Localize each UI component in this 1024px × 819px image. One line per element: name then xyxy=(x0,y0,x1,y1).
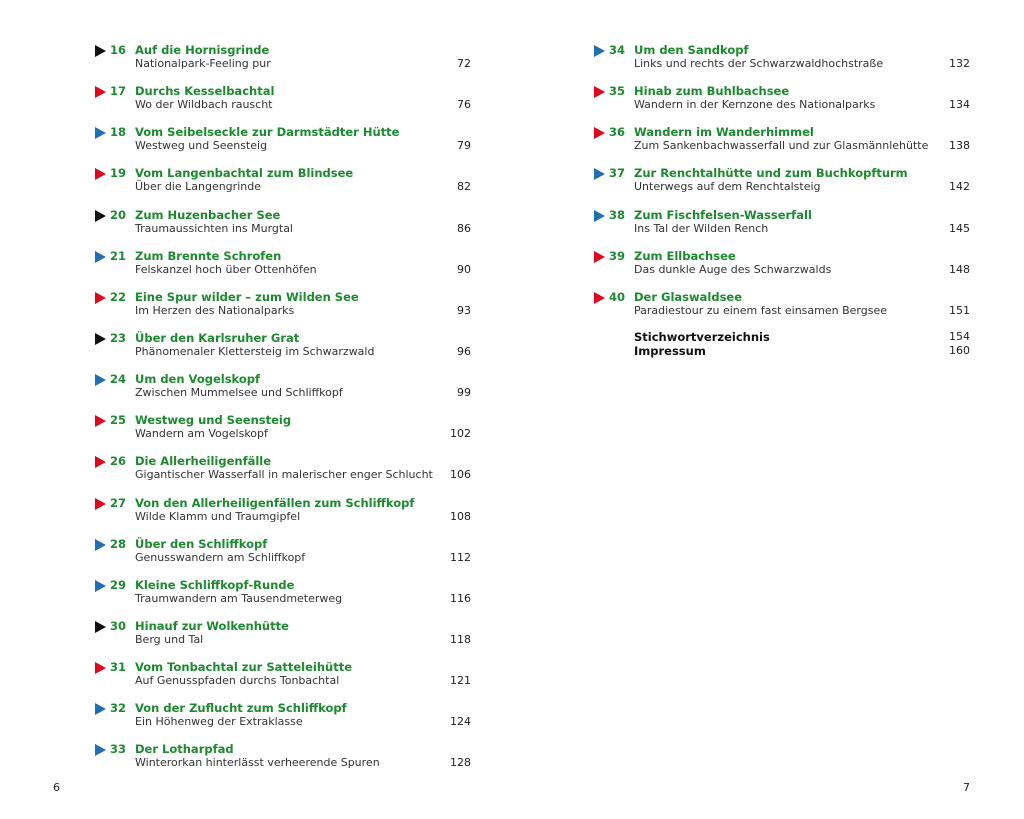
triangle-marker-icon xyxy=(95,744,106,756)
toc-entry[interactable] xyxy=(93,453,473,494)
tour-page-number: 108 xyxy=(450,509,471,523)
tour-subtitle: Wandern in der Kernzone des Nationalparks xyxy=(634,98,876,112)
tour-page-number: 82 xyxy=(457,180,471,194)
tour-subtitle: Auf Genusspfaden durchs Tonbachtal xyxy=(135,674,340,688)
tour-subtitle: Gigantischer Wasserfall in malerischer enger Schlucht xyxy=(135,468,433,482)
tour-subtitle: Unterwegs auf dem Renchtalsteig xyxy=(634,180,821,194)
tour-title: Vom Seibelseckle zur Darmstädter Hütte xyxy=(135,125,400,140)
toc-entry[interactable] xyxy=(93,495,473,536)
triangle-marker-icon xyxy=(594,86,605,98)
toc-entry[interactable] xyxy=(93,741,473,782)
tour-page-number: 72 xyxy=(457,57,471,70)
tour-number: 35 xyxy=(609,84,626,99)
extra-page-number: 160 xyxy=(949,343,970,357)
tour-subtitle: Paradiestour zu einem fast einsamen Bergsee xyxy=(634,303,887,317)
tour-page-number: 132 xyxy=(949,57,970,70)
triangle-marker-icon xyxy=(95,333,106,345)
toc-entry[interactable] xyxy=(93,124,473,165)
triangle-marker-icon xyxy=(95,251,106,263)
triangle-marker-icon xyxy=(95,45,106,57)
tour-subtitle: Wo der Wildbach rauscht xyxy=(135,98,273,112)
tour-page-number: 134 xyxy=(949,98,970,112)
tour-title: Um den Sandkopf xyxy=(634,43,749,57)
tour-number: 32 xyxy=(110,701,127,716)
tour-page-number: 121 xyxy=(450,674,471,688)
tour-title: Kleine Schliffkopf-Runde xyxy=(135,577,295,592)
tour-number: 18 xyxy=(110,125,127,140)
tour-title: Durchs Kesselbachtal xyxy=(135,84,275,99)
tour-title: Vom Tonbachtal zur Satteleihütte xyxy=(135,660,353,675)
toc-entry[interactable] xyxy=(592,124,972,165)
triangle-marker-icon xyxy=(95,539,106,551)
triangle-marker-icon xyxy=(95,415,106,427)
tour-title: Hinauf zur Wolkenhütte xyxy=(135,618,289,633)
toc-entry[interactable] xyxy=(93,207,473,248)
toc-entry[interactable] xyxy=(93,371,473,412)
tour-number: 30 xyxy=(110,618,127,633)
tour-number: 38 xyxy=(609,207,626,222)
tour-subtitle: Berg und Tal xyxy=(135,632,204,646)
toc-entry[interactable] xyxy=(592,165,972,206)
tour-title: Von der Zuflucht zum Schliffkopf xyxy=(135,701,347,716)
triangle-marker-icon xyxy=(95,292,106,304)
triangle-marker-icon xyxy=(95,498,106,510)
tour-page-number: 151 xyxy=(949,303,970,317)
toc-column-left xyxy=(93,42,473,783)
tour-subtitle: Zwischen Mummelsee und Schliffkopf xyxy=(135,386,343,400)
toc-entry[interactable] xyxy=(93,659,473,700)
tour-subtitle: Wandern am Vogelskopf xyxy=(135,427,268,441)
triangle-marker-icon xyxy=(594,45,605,57)
tour-number: 26 xyxy=(110,454,127,469)
toc-entry[interactable] xyxy=(93,42,473,83)
tour-page-number: 102 xyxy=(450,427,471,441)
tour-number: 16 xyxy=(110,43,127,57)
tour-subtitle: Traumwandern am Tausendmeterweg xyxy=(135,591,343,605)
tour-number: 37 xyxy=(609,166,626,181)
tour-title: Über den Schliffkopf xyxy=(135,536,268,551)
extra-label: Impressum xyxy=(634,343,706,358)
tour-title: Der Glaswaldsee xyxy=(634,289,743,304)
tour-subtitle: Felskanzel hoch über Ottenhöfen xyxy=(135,262,317,276)
toc-entry[interactable] xyxy=(592,207,972,248)
tour-title: Der Lotharpfad xyxy=(135,742,234,757)
toc-entry[interactable] xyxy=(592,248,972,289)
toc-entry[interactable] xyxy=(93,577,473,618)
tour-title: Hinab zum Buhlbachsee xyxy=(634,84,790,99)
toc-entry[interactable] xyxy=(93,618,473,659)
toc-entry[interactable] xyxy=(93,248,473,289)
tour-title: Die Allerheiligenfälle xyxy=(135,454,272,469)
triangle-marker-icon xyxy=(95,662,106,674)
tour-number: 20 xyxy=(110,207,127,222)
tour-subtitle: Ein Höhenweg der Extraklasse xyxy=(135,715,303,729)
tour-page-number: 142 xyxy=(949,180,970,194)
toc-entry[interactable] xyxy=(592,83,972,124)
tour-subtitle: Nationalpark-Feeling pur xyxy=(135,57,271,70)
tour-number: 31 xyxy=(110,660,127,675)
tour-page-number: 138 xyxy=(949,139,970,153)
tour-page-number: 148 xyxy=(949,262,970,276)
tour-page-number: 116 xyxy=(450,591,471,605)
tour-subtitle: Traumaussichten ins Murgtal xyxy=(135,221,293,235)
tour-title: Westweg und Seensteig xyxy=(135,413,292,428)
tour-title: Wandern im Wanderhimmel xyxy=(634,125,814,140)
tour-title: Zum Huzenbacher See xyxy=(135,207,281,222)
tour-title: Von den Allerheiligenfällen zum Schliffkopf xyxy=(135,495,415,510)
tour-page-number: 90 xyxy=(457,262,471,276)
triangle-marker-icon xyxy=(95,86,106,98)
tour-page-number: 124 xyxy=(450,715,471,729)
tour-page-number: 96 xyxy=(457,344,471,358)
tour-page-number: 79 xyxy=(457,139,471,153)
tour-page-number: 128 xyxy=(450,756,471,770)
tour-page-number: 112 xyxy=(450,550,471,564)
tour-subtitle: Zum Sankenbachwasserfall und zur Glasmännlehütte xyxy=(634,139,929,153)
tour-subtitle: Das dunkle Auge des Schwarzwalds xyxy=(634,262,832,276)
tour-title: Zum Brennte Schrofen xyxy=(135,248,282,263)
triangle-marker-icon xyxy=(594,127,605,139)
tour-title: Über den Karlsruher Grat xyxy=(135,330,300,345)
tour-subtitle: Westweg und Seensteig xyxy=(135,139,268,153)
tour-subtitle: Phänomenaler Klettersteig im Schwarzwald xyxy=(135,344,375,358)
tour-number: 34 xyxy=(609,43,626,57)
triangle-marker-icon xyxy=(95,456,106,468)
tour-page-number: 86 xyxy=(457,221,471,235)
toc-entry[interactable] xyxy=(93,536,473,577)
tour-title: Eine Spur wilder – zum Wilden See xyxy=(135,289,359,304)
tour-number: 39 xyxy=(609,248,626,263)
tour-page-number: 106 xyxy=(450,468,471,482)
toc-entry[interactable] xyxy=(93,83,473,124)
tour-number: 17 xyxy=(110,84,127,99)
triangle-marker-icon xyxy=(594,210,605,222)
tour-number: 21 xyxy=(110,248,127,263)
tour-subtitle: Winterorkan hinterlässt verheerende Spuren xyxy=(135,756,380,770)
toc-entry[interactable] xyxy=(93,412,473,453)
tour-subtitle: Ins Tal der Wilden Rench xyxy=(634,221,769,235)
extra-label: Stichwortverzeichnis xyxy=(634,329,770,344)
toc-entry[interactable] xyxy=(93,330,473,371)
page-number-right: 7 xyxy=(963,781,970,794)
tour-subtitle: Wilde Klamm und Traumgipfel xyxy=(135,509,301,523)
tour-title: Auf die Hornisgrinde xyxy=(135,43,270,57)
triangle-marker-icon xyxy=(95,703,106,715)
tour-page-number: 99 xyxy=(457,386,471,400)
tour-number: 27 xyxy=(110,495,127,510)
toc-column-right xyxy=(592,42,972,358)
tour-subtitle: Links und rechts der Schwarzwaldhochstraße xyxy=(634,57,884,70)
triangle-marker-icon xyxy=(95,580,106,592)
tour-number: 19 xyxy=(110,166,127,181)
triangle-marker-icon xyxy=(95,621,106,633)
triangle-marker-icon xyxy=(594,168,605,180)
tour-number: 23 xyxy=(110,330,127,345)
tour-page-number: 76 xyxy=(457,98,471,112)
triangle-marker-icon xyxy=(95,374,106,386)
tour-number: 29 xyxy=(110,577,127,592)
toc-entry[interactable] xyxy=(93,289,473,330)
toc-extra-entry[interactable] xyxy=(592,344,972,358)
toc-entry[interactable] xyxy=(93,165,473,206)
triangle-marker-icon xyxy=(95,168,106,180)
tour-page-number: 145 xyxy=(949,221,970,235)
tour-title: Zum Fischfelsen-Wasserfall xyxy=(634,207,812,222)
tour-number: 22 xyxy=(110,289,127,304)
tour-page-number: 118 xyxy=(450,632,471,646)
tour-number: 40 xyxy=(609,289,626,304)
triangle-marker-icon xyxy=(594,251,605,263)
tour-subtitle: Über die Langengrinde xyxy=(135,180,261,194)
tour-title: Um den Vogelskopf xyxy=(135,372,261,387)
toc-extra-entry[interactable] xyxy=(592,330,972,344)
page-number-left: 6 xyxy=(53,781,60,794)
tour-subtitle: Im Herzen des Nationalparks xyxy=(135,303,295,317)
tour-number: 33 xyxy=(110,742,127,757)
tour-number: 25 xyxy=(110,413,127,428)
tour-title: Vom Langenbachtal zum Blindsee xyxy=(135,166,354,181)
triangle-marker-icon xyxy=(95,127,106,139)
triangle-marker-icon xyxy=(95,210,106,222)
toc-entry[interactable] xyxy=(592,289,972,330)
toc-entry[interactable] xyxy=(592,42,972,83)
tour-subtitle: Genusswandern am Schliffkopf xyxy=(135,550,306,564)
extra-page-number: 154 xyxy=(949,329,970,343)
tour-number: 36 xyxy=(609,125,626,140)
triangle-marker-icon xyxy=(594,292,605,304)
tour-page-number: 93 xyxy=(457,303,471,317)
tour-number: 24 xyxy=(110,372,127,387)
tour-number: 28 xyxy=(110,536,127,551)
tour-title: Zur Renchtalhütte und zum Buchkopfturm xyxy=(634,166,908,181)
toc-entry[interactable] xyxy=(93,700,473,741)
tour-title: Zum Ellbachsee xyxy=(634,248,736,263)
